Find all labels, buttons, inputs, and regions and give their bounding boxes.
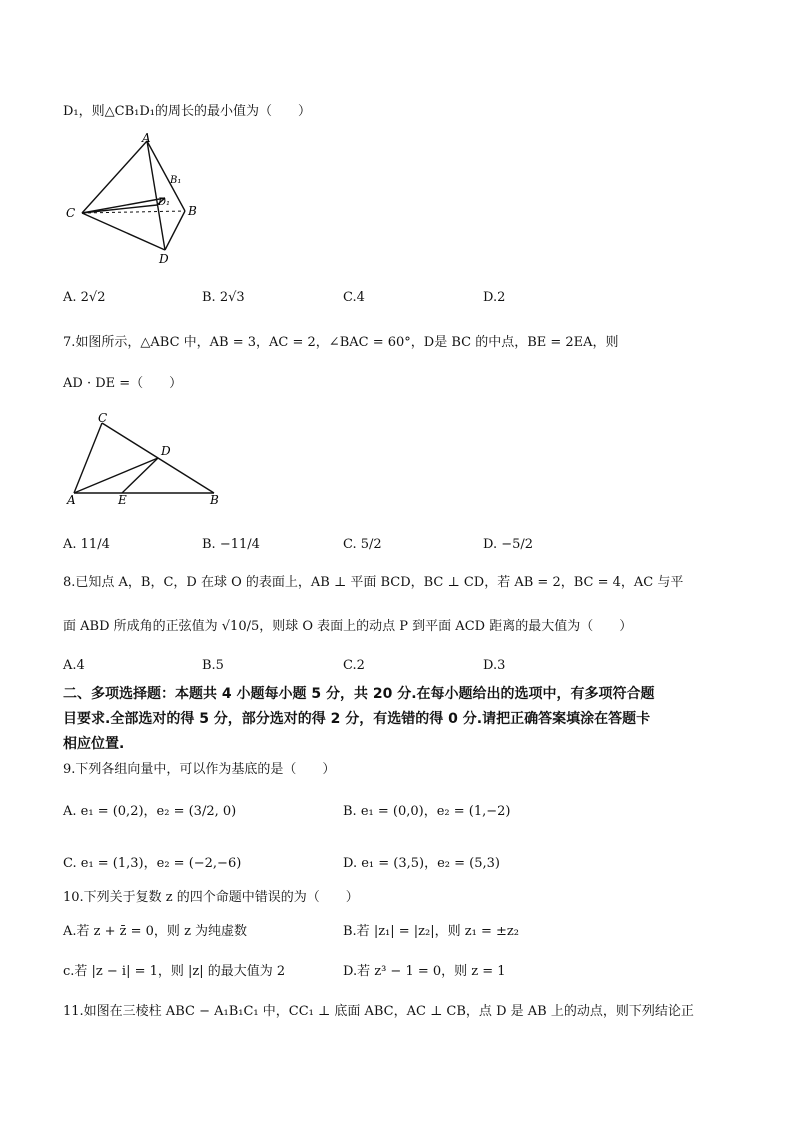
q6-label-d: D: [159, 252, 169, 266]
q6-label-c: C: [66, 206, 76, 220]
q7-label-d: D: [161, 444, 171, 458]
q8-option-a: A.4: [63, 658, 85, 673]
q7-label-b: B: [210, 493, 219, 507]
q10-option-a: A.若 z + z̄ = 0，则 z 为纯虚数: [63, 924, 248, 939]
q7-option-a: A. 11/4: [63, 537, 110, 552]
section2-line2: 目要求.全部选对的得 5 分，部分选对的得 2 分，有选错的得 0 分.请把正确答案填涂在答题卡: [63, 711, 651, 727]
q6-label-b: B: [188, 204, 197, 218]
q6-option-d: D.2: [483, 290, 506, 305]
q6-label-d1: D₁: [158, 197, 171, 208]
q6-option-c: C.4: [343, 290, 365, 305]
q8-option-d: D.3: [483, 658, 506, 673]
q9-stem: 9.下列各组向量中，可以作为基底的是（ ）: [63, 762, 336, 777]
q7-stem-line1: 7.如图所示，△ABC 中，AB = 3，AC = 2，∠BAC = 60°，D是 BC 的中点，BE = 2EA，则: [63, 335, 619, 350]
q7-label-e: E: [118, 493, 127, 507]
q10-option-d: D.若 z³ − 1 = 0，则 z = 1: [343, 964, 506, 979]
section2-line1: 二、多项选择题：本题共 4 小题每小题 5 分，共 20 分.在每小题给出的选项中，有多项符合题: [63, 686, 655, 702]
q8-option-c: C.2: [343, 658, 365, 673]
q9-option-b: B. e₁ = (0,0)，e₂ = (1,−2): [343, 804, 511, 819]
q7-option-b: B. −11/4: [202, 537, 260, 552]
q9-option-d: D. e₁ = (3,5)，e₂ = (5,3): [343, 856, 500, 871]
q9-option-c: C. e₁ = (1,3)，e₂ = (−2,−6): [63, 856, 242, 871]
q6-option-b: B. 2√3: [202, 290, 245, 305]
q7-label-a: A: [67, 493, 76, 507]
q8-stem-line2: 面 ABD 所成角的正弦值为 √10/5，则球 O 表面上的动点 P 到平面 ACD 距离的最大值为（ ）: [63, 619, 633, 634]
q10-option-c: c.若 |z − i| = 1，则 |z| 的最大值为 2: [63, 964, 286, 979]
q7-figure: [62, 408, 232, 508]
q10-option-b: B.若 |z₁| = |z₂|，则 z₁ = ±z₂: [343, 924, 519, 939]
q6-option-a: A. 2√2: [63, 290, 106, 305]
q8-stem-line1: 8.已知点 A，B，C，D 在球 O 的表面上，AB ⊥ 平面 BCD，BC ⊥ CD，若 AB = 2，BC = 4，AC 与平: [63, 575, 684, 590]
q7-option-d: D. −5/2: [483, 537, 534, 552]
q7-option-c: C. 5/2: [343, 537, 382, 552]
q6-label-b1: B₁: [170, 175, 182, 186]
q7-label-c: C: [98, 411, 108, 425]
section2-line3: 相应位置.: [63, 736, 125, 752]
q6-figure: [62, 133, 212, 268]
q9-option-a: A. e₁ = (0,2)，e₂ = (3/2, 0): [63, 804, 237, 819]
q6-label-a: A: [142, 133, 151, 145]
q7-stem-line2: AD · DE =（ ）: [63, 376, 183, 391]
q6-stem-tail: D₁，则△CB₁D₁的周长的最小值为（ ）: [63, 104, 311, 119]
q11-stem: 11.如图在三棱柱 ABC − A₁B₁C₁ 中，CC₁ ⊥ 底面 ABC，AC ⊥ CB，点 D 是 AB 上的动点，则下列结论正: [63, 1004, 694, 1019]
q10-stem: 10.下列关于复数 z 的四个命题中错误的为（ ）: [63, 890, 359, 905]
q8-option-b: B.5: [202, 658, 224, 673]
